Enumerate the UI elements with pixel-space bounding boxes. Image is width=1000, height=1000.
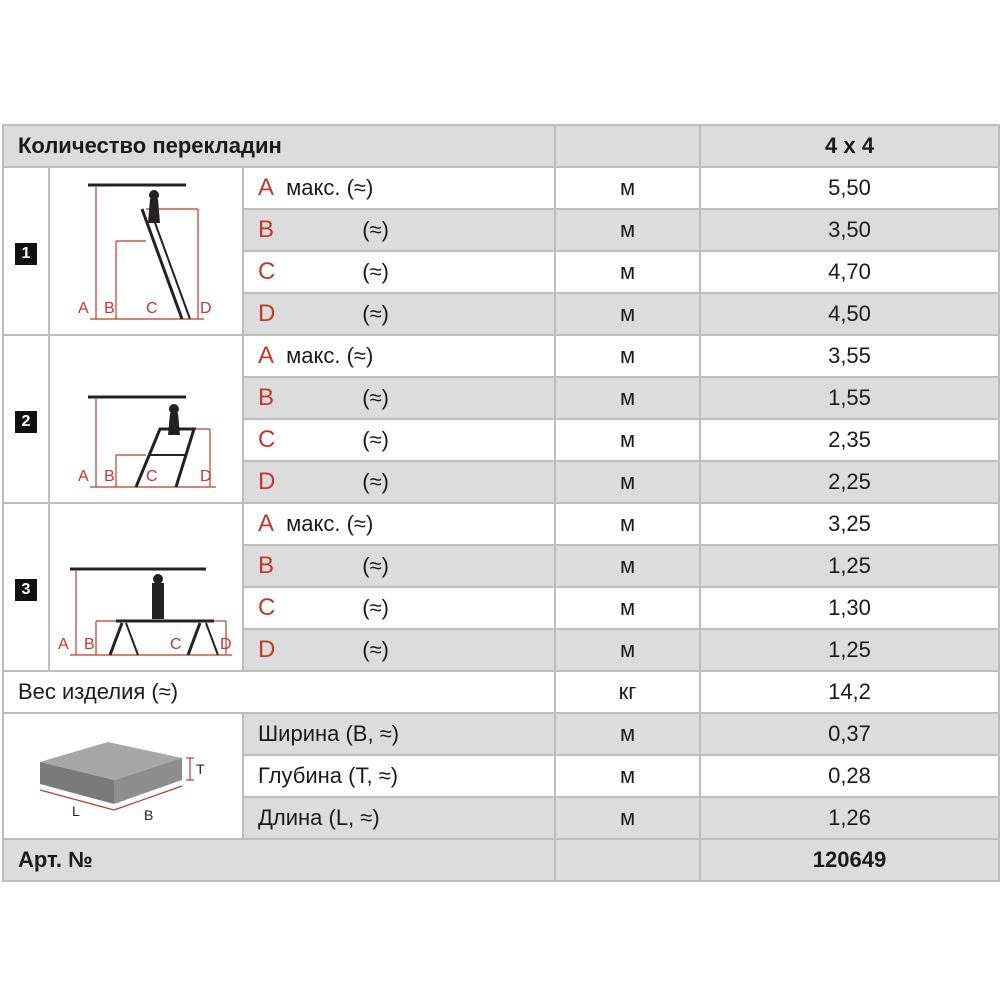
param-text: макс. bbox=[286, 511, 341, 536]
diagram-label-d: D bbox=[200, 468, 212, 485]
value-cell: 1,26 bbox=[700, 797, 999, 839]
param-letter: B bbox=[258, 216, 275, 243]
package-length-label: Длина (L, ≈) bbox=[243, 797, 555, 839]
header-unit bbox=[555, 125, 700, 167]
config-1-row-a bbox=[3, 167, 999, 209]
config-1-param-c bbox=[243, 251, 555, 293]
config-2-row-a bbox=[3, 335, 999, 377]
diagram-label-b: B bbox=[104, 468, 115, 485]
config-1-diagram bbox=[49, 167, 243, 335]
unit-cell: м bbox=[555, 461, 700, 503]
config-2-param-d bbox=[243, 461, 555, 503]
package-width-label: Ширина (B, ≈) bbox=[243, 713, 555, 755]
param-text: макс. bbox=[286, 175, 341, 200]
unit-cell: м bbox=[555, 503, 700, 545]
param-letter: A bbox=[258, 174, 275, 201]
param-letter: D bbox=[258, 300, 276, 327]
config-1-param-b bbox=[243, 209, 555, 251]
config-3-row-a bbox=[3, 503, 999, 545]
package-depth-label: Глубина (T, ≈) bbox=[243, 755, 555, 797]
diagram-label-a: A bbox=[78, 300, 89, 317]
article-value: 120649 bbox=[700, 839, 999, 881]
value-cell: 0,37 bbox=[700, 713, 999, 755]
header-label: Количество перекладин bbox=[3, 125, 555, 167]
diagram-label-c: C bbox=[146, 300, 158, 317]
weight-row bbox=[3, 671, 999, 713]
config-1-number-cell bbox=[3, 167, 49, 335]
value-cell: 3,25 bbox=[700, 503, 999, 545]
diagram-label-d: D bbox=[200, 300, 212, 317]
value-cell: 1,30 bbox=[700, 587, 999, 629]
config-number-badge: 2 bbox=[15, 411, 37, 433]
spec-table bbox=[2, 124, 1000, 882]
param-letter: B bbox=[258, 552, 275, 579]
param-approx: (≈) bbox=[362, 301, 389, 326]
unit-cell: м bbox=[555, 209, 700, 251]
config-number-badge: 3 bbox=[15, 579, 37, 601]
param-approx: (≈) bbox=[362, 385, 389, 410]
package-label-b: B bbox=[144, 807, 154, 823]
config-3-diagram bbox=[49, 503, 243, 671]
package-box-diagram bbox=[4, 714, 242, 838]
unit-cell: м bbox=[555, 419, 700, 461]
header-value: 4 x 4 bbox=[700, 125, 999, 167]
config-3-param-b bbox=[243, 545, 555, 587]
config-3-param-d bbox=[243, 629, 555, 671]
diagram-label-d: D bbox=[220, 636, 232, 653]
diagram-label-a: A bbox=[78, 468, 89, 485]
param-approx: (≈) bbox=[362, 469, 389, 494]
value-cell: 5,50 bbox=[700, 167, 999, 209]
header-row bbox=[3, 125, 999, 167]
value-cell: 2,25 bbox=[700, 461, 999, 503]
article-row bbox=[3, 839, 999, 881]
param-approx: (≈) bbox=[362, 259, 389, 284]
config-2-param-a bbox=[243, 335, 555, 377]
param-approx: (≈) bbox=[346, 511, 374, 536]
value-cell: 1,25 bbox=[700, 629, 999, 671]
param-letter: B bbox=[258, 384, 275, 411]
value-cell: 4,70 bbox=[700, 251, 999, 293]
param-approx: (≈) bbox=[362, 595, 389, 620]
diagram-label-c: C bbox=[146, 468, 158, 485]
unit-cell: м bbox=[555, 293, 700, 335]
param-letter: C bbox=[258, 594, 276, 621]
config-3-param-c bbox=[243, 587, 555, 629]
param-approx: (≈) bbox=[362, 217, 389, 242]
config-3-number-cell bbox=[3, 503, 49, 671]
unit-cell: м bbox=[555, 377, 700, 419]
unit-cell: м bbox=[555, 587, 700, 629]
config-2-param-c bbox=[243, 419, 555, 461]
param-text: макс. bbox=[286, 343, 341, 368]
unit-cell: м bbox=[555, 545, 700, 587]
package-label-t: T bbox=[196, 761, 205, 777]
workbench-config-3-diagram bbox=[50, 505, 242, 669]
param-letter: D bbox=[258, 636, 276, 663]
article-unit bbox=[555, 839, 700, 881]
value-cell: 1,55 bbox=[700, 377, 999, 419]
weight-unit: кг bbox=[555, 671, 700, 713]
package-diagram bbox=[3, 713, 243, 839]
value-cell: 3,55 bbox=[700, 335, 999, 377]
config-number-badge: 1 bbox=[15, 243, 37, 265]
diagram-label-b: B bbox=[104, 300, 115, 317]
value-cell: 1,25 bbox=[700, 545, 999, 587]
param-approx: (≈) bbox=[346, 175, 374, 200]
weight-value: 14,2 bbox=[700, 671, 999, 713]
config-3-param-a bbox=[243, 503, 555, 545]
unit-cell: м bbox=[555, 797, 700, 839]
param-approx: (≈) bbox=[362, 427, 389, 452]
config-1-param-d bbox=[243, 293, 555, 335]
unit-cell: м bbox=[555, 251, 700, 293]
config-2-number-cell bbox=[3, 335, 49, 503]
param-letter: A bbox=[258, 510, 275, 537]
package-row-width bbox=[3, 713, 999, 755]
param-approx: (≈) bbox=[346, 343, 374, 368]
param-approx: (≈) bbox=[362, 637, 389, 662]
unit-cell: м bbox=[555, 167, 700, 209]
unit-cell: м bbox=[555, 755, 700, 797]
value-cell: 0,28 bbox=[700, 755, 999, 797]
config-2-param-b bbox=[243, 377, 555, 419]
unit-cell: м bbox=[555, 713, 700, 755]
ladder-config-2-diagram bbox=[50, 337, 242, 501]
package-label-l: L bbox=[72, 803, 80, 819]
weight-label: Вес изделия (≈) bbox=[3, 671, 555, 713]
param-letter: A bbox=[258, 342, 275, 369]
unit-cell: м bbox=[555, 335, 700, 377]
diagram-label-c: C bbox=[170, 636, 182, 653]
ladder-config-1-diagram bbox=[50, 169, 242, 333]
value-cell: 3,50 bbox=[700, 209, 999, 251]
diagram-label-b: B bbox=[84, 636, 95, 653]
value-cell: 2,35 bbox=[700, 419, 999, 461]
param-approx: (≈) bbox=[362, 553, 389, 578]
article-label: Арт. № bbox=[3, 839, 555, 881]
config-2-diagram bbox=[49, 335, 243, 503]
param-letter: C bbox=[258, 258, 276, 285]
diagram-label-a: A bbox=[58, 636, 69, 653]
value-cell: 4,50 bbox=[700, 293, 999, 335]
param-letter: C bbox=[258, 426, 276, 453]
unit-cell: м bbox=[555, 629, 700, 671]
param-letter: D bbox=[258, 468, 276, 495]
config-1-param-a bbox=[243, 167, 555, 209]
